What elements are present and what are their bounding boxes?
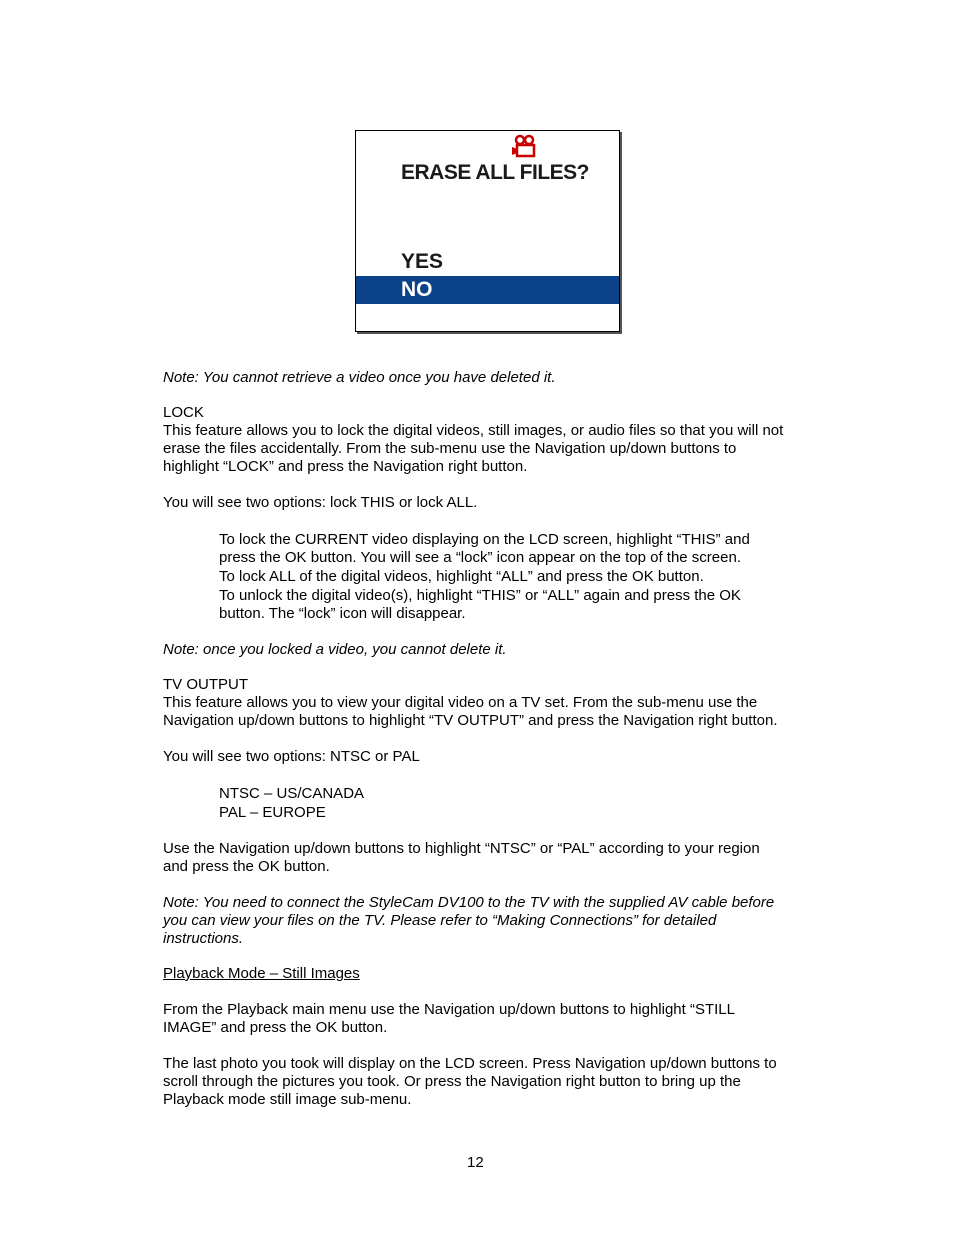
tv-instruction-line: and press the OK button. [163,858,330,875]
playback-paragraph-line: Playback mode still image sub-menu. [163,1091,412,1108]
lock-paragraph-line: This feature allows you to lock the digital videos, still images, or audio files so that you will not [163,422,784,439]
tv-indent-line: PAL – EUROPE [219,804,326,821]
lock-indent-line: To lock ALL of the digital videos, highlight “ALL” and press the OK button. [219,568,704,585]
lock-indent-line: press the OK button. You will see a “lock” icon appear on the top of the screen. [219,549,741,566]
lock-options-line: You will see two options: lock THIS or lock ALL. [163,494,478,511]
tv-instruction-line: Use the Navigation up/down buttons to highlight “NTSC” or “PAL” according to your region [163,840,760,857]
lock-indent-line: To lock the CURRENT video displaying on the LCD screen, highlight “THIS” and [219,531,750,548]
lock-paragraph-line: erase the files accidentally. From the sub-menu use the Navigation up/down buttons to [163,440,737,457]
tv-paragraph-line: Navigation up/down buttons to highlight “TV OUTPUT” and press the Navigation right button. [163,712,778,729]
note-delete: Note: You cannot retrieve a video once you have deleted it. [163,369,556,386]
playback-paragraph-line: From the Playback main menu use the Navigation up/down buttons to highlight “STILL [163,1001,735,1018]
page-number: 12 [467,1154,484,1171]
tv-indent-line: NTSC – US/CANADA [219,785,365,802]
playback-paragraph-line: IMAGE” and press the OK button. [163,1019,388,1036]
playback-paragraph-line: scroll through the pictures you took. Or press the Navigation right button to bring up the [163,1073,741,1090]
lock-paragraph-line: highlight “LOCK” and press the Navigation right button. [163,458,528,475]
note-connection-line: you can view your files on the TV. Please refer to “Making Connections” for detailed [163,912,717,929]
note-lock: Note: once you locked a video, you cannot delete it. [163,641,507,658]
section-heading-playback-still: Playback Mode – Still Images [163,965,360,982]
movie-camera-icon [511,134,537,158]
note-connection-line: instructions. [163,930,244,947]
lock-indent-line: To unlock the digital video(s), highlight “THIS” or “ALL” again and press the OK [219,587,741,604]
playback-paragraph-line: The last photo you took will display on the LCD screen. Press Navigation up/down buttons to [163,1055,777,1072]
lcd-title: ERASE ALL FILES? [401,161,590,184]
section-heading-tv-output: TV OUTPUT [163,676,248,693]
note-connection-line: Note: You need to connect the StyleCam DV100 to the TV with the supplied AV cable before [163,894,775,911]
lcd-screen-figure [355,130,620,332]
tv-paragraph-line: This feature allows you to view your digital video on a TV set. From the sub-menu use the [163,694,758,711]
section-heading-lock: LOCK [163,404,204,421]
lock-indent-line: button. The “lock” icon will disappear. [219,605,466,622]
tv-options-line: You will see two options: NTSC or PAL [163,748,420,765]
lcd-option-no-selected: NO [356,276,619,304]
lcd-option-yes: YES [401,250,444,273]
